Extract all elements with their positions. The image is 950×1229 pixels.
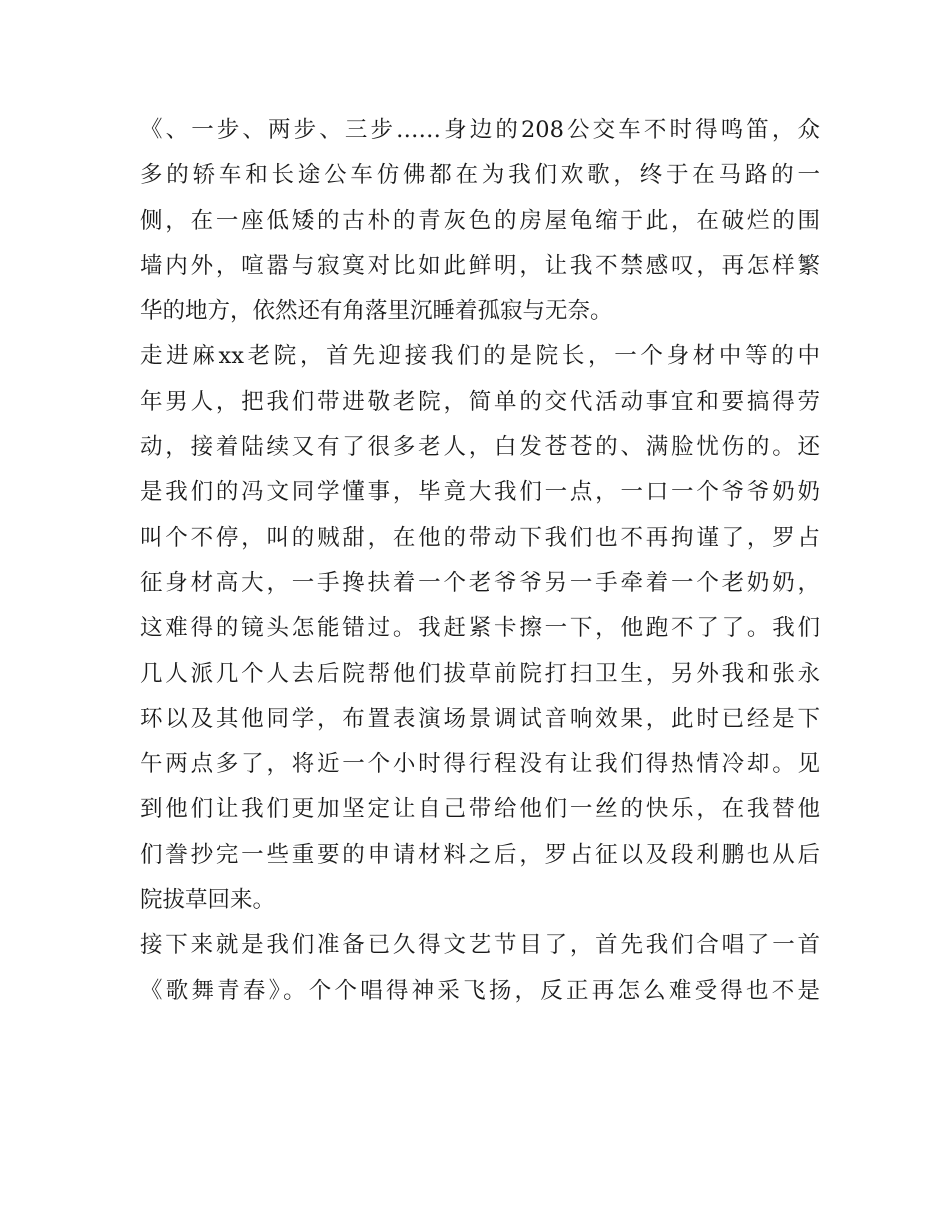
text-line: 侧，在一座低矮的古朴的青灰色的房屋龟缩于此，在破烂的围 xyxy=(140,207,820,234)
text-line: 院拔草回来。 xyxy=(140,887,276,914)
text-line: 午两点多了，将近一个小时得行程没有让我们得热情冷却。见 xyxy=(140,751,820,778)
text-line: 征身材高大，一手搀扶着一个老爷爷另一手牵着一个老奶奶， xyxy=(140,569,820,596)
text-line: 多的轿车和长途公车仿佛都在为我们欢歌，终于在马路的一 xyxy=(140,162,820,189)
paragraph xyxy=(140,334,820,923)
text-line: 《歌舞青春》。个个唱得神采飞扬，反正再怎么难受得也不是 xyxy=(140,977,820,1004)
text-line: 是我们的冯文同学懂事，毕竟大我们一点，一口一个爷爷奶奶 xyxy=(140,479,820,506)
text-line: 叫个不停，叫的贼甜，在他的带动下我们也不再拘谨了，罗占 xyxy=(140,524,820,551)
text-line: 到他们让我们更加坚定让自己带给他们一丝的快乐，在我替他 xyxy=(140,796,820,823)
text-line: 墙内外，喧嚣与寂寞对比如此鲜明，让我不禁感叹，再怎样繁 xyxy=(140,252,820,279)
text-line: 这难得的镜头怎能错过。我赶紧卡擦一下，他跑不了了。我们 xyxy=(140,615,820,642)
paragraph xyxy=(140,923,820,1014)
text-line: 们誊抄完一些重要的申请材料之后，罗占征以及段利鹏也从后 xyxy=(140,841,820,868)
text-line: 年男人，把我们带进敬老院，简单的交代活动事宜和要搞得劳 xyxy=(140,388,820,415)
text-line: 环以及其他同学，布置表演场景调试音响效果，此时已经是下 xyxy=(140,705,820,732)
text-line: 动，接着陆续又有了很多老人，白发苍苍的、满脸忧伤的。还 xyxy=(140,434,820,461)
text-line: 华的地方，依然还有角落里沉睡着孤寂与无奈。 xyxy=(140,298,613,325)
text-line: 《、一步、两步、三步……身边的208公交车不时得鸣笛，众 xyxy=(140,117,820,143)
paragraph xyxy=(140,108,820,334)
text-line: 几人派几个人去后院帮他们拔草前院打扫卫生，另外我和张永 xyxy=(140,660,820,687)
text-line: 走进麻xx老院，首先迎接我们的是院长，一个身材中等的中 xyxy=(140,343,820,370)
text-line: 接下来就是我们准备已久得文艺节目了，首先我们合唱了一首 xyxy=(140,932,820,959)
document-body xyxy=(140,108,820,1014)
